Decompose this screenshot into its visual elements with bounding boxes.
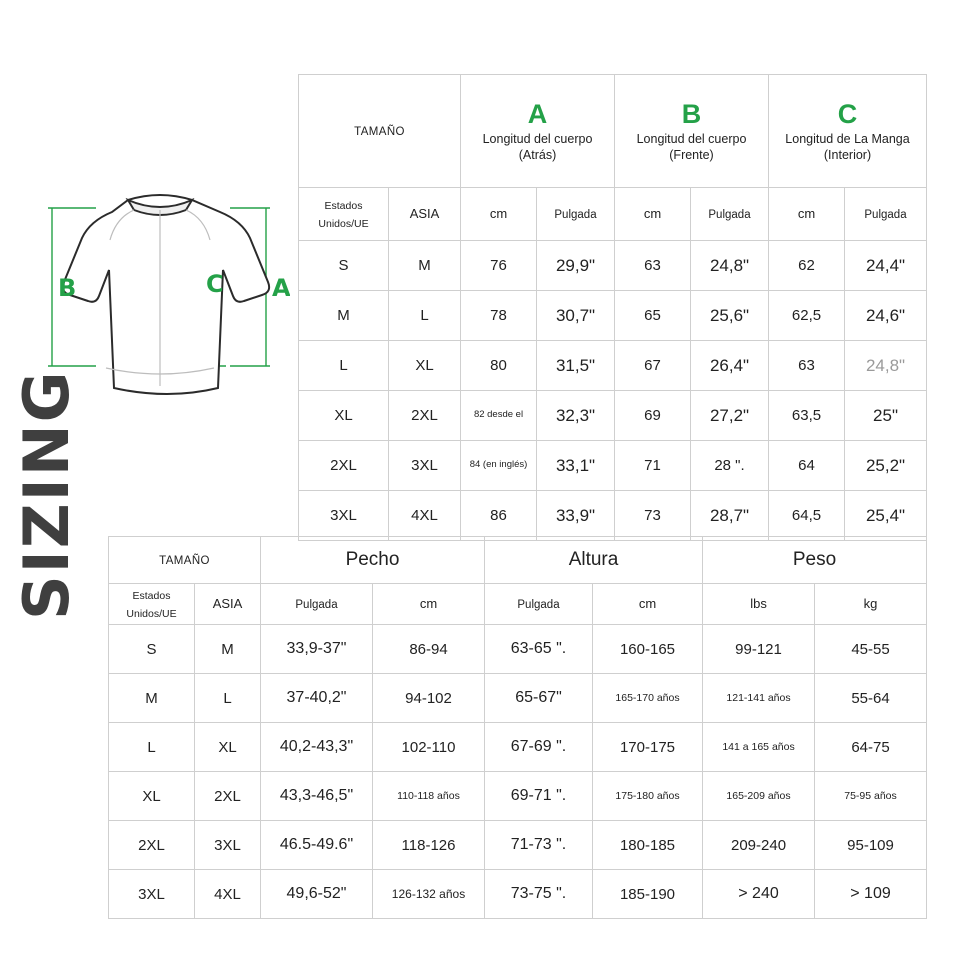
- table-row: [299, 391, 927, 441]
- cell-chest-in: 37-40,2": [261, 674, 373, 723]
- label-a: A: [272, 274, 290, 302]
- subheader-weight-lbs-label: lbs: [750, 596, 767, 611]
- cell-weight-kg: 45-55: [815, 625, 927, 674]
- table-row: [299, 341, 927, 391]
- body-measurements-table: [298, 74, 927, 541]
- header-height: [485, 537, 703, 584]
- cell-a-in: 31,5": [537, 341, 615, 391]
- cell-a-cm: 82 desde el: [461, 391, 537, 441]
- cell-us: S: [109, 625, 195, 674]
- cell-c-in: 25": [845, 391, 927, 441]
- subheader-a-cm: [461, 188, 537, 241]
- cell-chest-in: 33,9-37": [261, 625, 373, 674]
- subheader-height-cm: [593, 584, 703, 625]
- header-title-b: Longitud del cuerpo: [636, 132, 747, 147]
- cell-asia: 3XL: [389, 441, 461, 491]
- subheader-height-cm-label: cm: [638, 596, 657, 611]
- cell-b-in: 28,7": [691, 491, 769, 541]
- cell-asia: L: [195, 674, 261, 723]
- subheader-chest-cm: [373, 584, 485, 625]
- subheader-asia-label: ASIA: [212, 596, 243, 611]
- subheader-a-in: [537, 188, 615, 241]
- cell-chest-cm: 126-132 años: [373, 870, 485, 919]
- cell-asia: M: [389, 241, 461, 291]
- cell-us: 2XL: [109, 821, 195, 870]
- cell-us: 2XL: [299, 441, 389, 491]
- subheader-weight-kg: [815, 584, 927, 625]
- subheader-b-in-label: Pulgada: [708, 209, 751, 221]
- header-title-c: Longitud de La Manga: [785, 132, 910, 147]
- header-group-a: [461, 75, 615, 188]
- subheader-height-in: [485, 584, 593, 625]
- cell-us: 3XL: [109, 870, 195, 919]
- cell-a-in: 33,1": [537, 441, 615, 491]
- table-header-row: [299, 75, 927, 188]
- cell-chest-cm: 110-118 años: [373, 772, 485, 821]
- cell-c-cm: 63: [769, 341, 845, 391]
- cell-weight-lbs: > 240: [703, 870, 815, 919]
- header-sub-c: (Interior): [823, 147, 872, 162]
- header-weight-label: Peso: [792, 549, 837, 570]
- cell-b-cm: 67: [615, 341, 691, 391]
- cell-asia: 2XL: [195, 772, 261, 821]
- table-row: [109, 625, 927, 674]
- cell-asia: L: [389, 291, 461, 341]
- header-letter-a: A: [527, 99, 548, 130]
- cell-b-in: 25,6": [691, 291, 769, 341]
- cell-asia: 4XL: [195, 870, 261, 919]
- header-size-group: [299, 75, 461, 188]
- cell-chest-in: 46.5-49.6": [261, 821, 373, 870]
- cell-b-in: 24,8": [691, 241, 769, 291]
- cell-us: M: [299, 291, 389, 341]
- cell-b-cm: 63: [615, 241, 691, 291]
- table-row: [299, 241, 927, 291]
- cell-b-cm: 73: [615, 491, 691, 541]
- cell-c-cm: 62,5: [769, 291, 845, 341]
- cell-weight-kg: 95-109: [815, 821, 927, 870]
- sizing-title: SIZING: [10, 369, 83, 620]
- cell-a-cm: 80: [461, 341, 537, 391]
- cell-asia: 2XL: [389, 391, 461, 441]
- header-sub-a: (Atrás): [518, 147, 557, 162]
- table-row: [299, 441, 927, 491]
- cell-height-in: 69-71 ".: [485, 772, 593, 821]
- cell-c-cm: 62: [769, 241, 845, 291]
- header-sub-b: (Frente): [669, 147, 714, 162]
- subheader-asia-label: ASIA: [409, 206, 440, 221]
- cell-b-cm: 69: [615, 391, 691, 441]
- cell-us: XL: [299, 391, 389, 441]
- cell-weight-lbs: 209-240: [703, 821, 815, 870]
- cell-height-in: 67-69 ".: [485, 723, 593, 772]
- subheader-chest-in-label: Pulgada: [295, 599, 338, 611]
- table-row: [109, 723, 927, 772]
- cell-c-cm: 64,5: [769, 491, 845, 541]
- subheader-c-cm: [769, 188, 845, 241]
- subheader-b-cm: [615, 188, 691, 241]
- cell-asia: M: [195, 625, 261, 674]
- cell-chest-cm: 102-110: [373, 723, 485, 772]
- subheader-b-cm-label: cm: [643, 206, 662, 221]
- cell-c-in: 25,2": [845, 441, 927, 491]
- cell-height-in: 73-75 ".: [485, 870, 593, 919]
- cell-height-cm: 185-190: [593, 870, 703, 919]
- jacket-outline: [63, 195, 269, 394]
- subheader-c-cm-label: cm: [797, 206, 816, 221]
- cell-asia: XL: [195, 723, 261, 772]
- table-row: [299, 491, 927, 541]
- header-size-group: [109, 537, 261, 584]
- cell-weight-lbs: 141 a 165 años: [703, 723, 815, 772]
- cell-c-cm: 64: [769, 441, 845, 491]
- cell-weight-lbs: 99-121: [703, 625, 815, 674]
- header-weight: [703, 537, 927, 584]
- jacket-svg: [30, 180, 290, 420]
- subheader-us-eu-label: Estados Unidos/UE: [126, 590, 177, 620]
- cell-height-cm: 160-165: [593, 625, 703, 674]
- subheader-us-eu-label: Estados Unidos/UE: [318, 200, 369, 230]
- header-size-label: TAMAÑO: [159, 555, 210, 567]
- cell-asia: XL: [389, 341, 461, 391]
- label-b: B: [58, 274, 77, 302]
- jacket-illustration: [30, 180, 290, 420]
- table-row: [109, 821, 927, 870]
- cell-a-in: 33,9": [537, 491, 615, 541]
- label-c: C: [206, 270, 224, 298]
- cell-chest-cm: 86-94: [373, 625, 485, 674]
- header-letter-c: C: [837, 99, 858, 130]
- header-title-a: Longitud del cuerpo: [482, 132, 593, 147]
- cell-asia: 4XL: [389, 491, 461, 541]
- cell-a-cm: 86: [461, 491, 537, 541]
- cell-b-in: 28 ".: [691, 441, 769, 491]
- cell-c-in: 24,4": [845, 241, 927, 291]
- cell-c-in: 25,4": [845, 491, 927, 541]
- cell-c-cm: 63,5: [769, 391, 845, 441]
- cell-us: 3XL: [299, 491, 389, 541]
- subheader-c-in: [845, 188, 927, 241]
- header-chest: [261, 537, 485, 584]
- cell-a-cm: 76: [461, 241, 537, 291]
- header-group-c: [769, 75, 927, 188]
- cell-weight-lbs: 165-209 años: [703, 772, 815, 821]
- subheader-asia: [389, 188, 461, 241]
- cell-weight-kg: 64-75: [815, 723, 927, 772]
- cell-height-cm: 180-185: [593, 821, 703, 870]
- cell-a-in: 30,7": [537, 291, 615, 341]
- cell-weight-kg: > 109: [815, 870, 927, 919]
- cell-a-cm: 84 (en inglés): [461, 441, 537, 491]
- table-subheader-row: [299, 188, 927, 241]
- subheader-us-eu: [109, 584, 195, 625]
- cell-us: M: [109, 674, 195, 723]
- cell-c-in: 24,8": [845, 341, 927, 391]
- cell-weight-lbs: 121-141 años: [703, 674, 815, 723]
- cell-b-cm: 65: [615, 291, 691, 341]
- cell-asia: 3XL: [195, 821, 261, 870]
- cell-height-cm: 165-170 años: [593, 674, 703, 723]
- cell-us: L: [109, 723, 195, 772]
- subheader-weight-lbs: [703, 584, 815, 625]
- table-row: [109, 772, 927, 821]
- cell-c-in: 24,6": [845, 291, 927, 341]
- cell-b-in: 27,2": [691, 391, 769, 441]
- cell-a-in: 29,9": [537, 241, 615, 291]
- cell-height-in: 63-65 ".: [485, 625, 593, 674]
- header-height-label: Altura: [568, 549, 619, 570]
- subheader-chest-in: [261, 584, 373, 625]
- cell-chest-in: 49,6-52": [261, 870, 373, 919]
- cell-chest-in: 40,2-43,3": [261, 723, 373, 772]
- subheader-a-in-label: Pulgada: [554, 209, 597, 221]
- subheader-a-cm-label: cm: [489, 206, 508, 221]
- body-size-table: [108, 536, 927, 919]
- cell-us: S: [299, 241, 389, 291]
- subheader-c-in-label: Pulgada: [864, 209, 907, 221]
- header-letter-b: B: [681, 99, 702, 130]
- cell-a-cm: 78: [461, 291, 537, 341]
- subheader-chest-cm-label: cm: [419, 596, 438, 611]
- subheader-asia: [195, 584, 261, 625]
- header-size-label: TAMAÑO: [354, 126, 405, 138]
- cell-b-cm: 71: [615, 441, 691, 491]
- cell-b-in: 26,4": [691, 341, 769, 391]
- cell-a-in: 32,3": [537, 391, 615, 441]
- subheader-us-eu: [299, 188, 389, 241]
- cell-height-in: 71-73 ".: [485, 821, 593, 870]
- cell-chest-in: 43,3-46,5": [261, 772, 373, 821]
- header-group-b: [615, 75, 769, 188]
- subheader-height-in-label: Pulgada: [517, 599, 560, 611]
- table-row: [109, 674, 927, 723]
- cell-height-cm: 170-175: [593, 723, 703, 772]
- cell-weight-kg: 75-95 años: [815, 772, 927, 821]
- table-header-row: [109, 537, 927, 584]
- cell-height-cm: 175-180 años: [593, 772, 703, 821]
- cell-us: L: [299, 341, 389, 391]
- cell-weight-kg: 55-64: [815, 674, 927, 723]
- header-chest-label: Pecho: [345, 549, 400, 570]
- subheader-weight-kg-label: kg: [863, 596, 878, 611]
- table-row: [299, 291, 927, 341]
- cell-us: XL: [109, 772, 195, 821]
- table-row: [109, 870, 927, 919]
- table-subheader-row: [109, 584, 927, 625]
- subheader-b-in: [691, 188, 769, 241]
- cell-chest-cm: 118-126: [373, 821, 485, 870]
- cell-height-in: 65-67": [485, 674, 593, 723]
- cell-chest-cm: 94-102: [373, 674, 485, 723]
